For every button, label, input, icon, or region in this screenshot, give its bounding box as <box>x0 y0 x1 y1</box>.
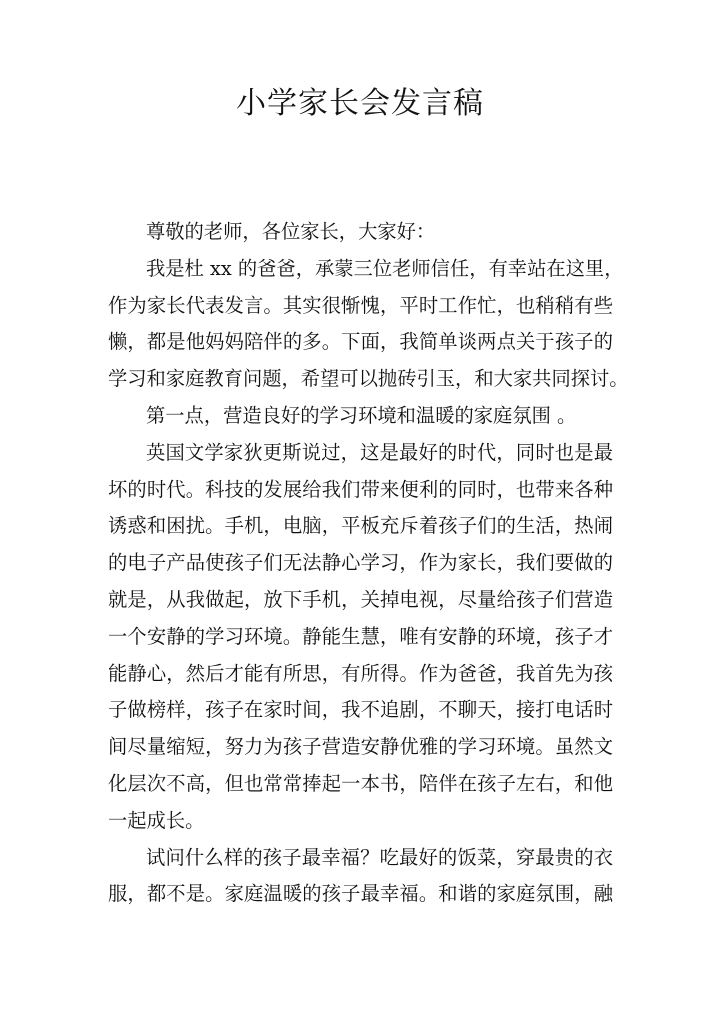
text-line: 一起成长。 <box>108 808 205 832</box>
document-title: 小学家长会发言稿 <box>236 86 484 121</box>
text-line: 子做榜样，孩子在家时间，我不追剧，不聊天，接打电话时 <box>108 698 613 722</box>
text-line: 我是杜 xx 的爸爸，承蒙三位老师信任，有幸站在这里， <box>146 256 624 280</box>
text-line: 英国文学家狄更斯说过，这是最好的时代，同时也是最 <box>146 440 613 464</box>
text-line: 第一点，营造良好的学习环境和温暖的家庭氛围 。 <box>146 403 577 427</box>
text-line: 作为家长代表发言。其实很惭愧，平时工作忙，也稍稍有些 <box>108 293 613 317</box>
paragraph <box>108 214 613 251</box>
text-line: 尊敬的老师，各位家长，大家好： <box>146 220 436 243</box>
text-line: 就是，从我做起，放下手机，关掉电视，尽量给孩子们营造 <box>108 587 613 611</box>
paragraph <box>108 398 613 435</box>
paragraph <box>108 435 613 840</box>
text-line: 试问什么样的孩子最幸福？吃最好的饭菜，穿最贵的衣 <box>146 845 613 869</box>
text-line: 服，都不是。家庭温暖的孩子最幸福。和谐的家庭氛围，融 <box>108 882 613 906</box>
text-line: 一个安静的学习环境。静能生慧，唯有安静的环境，孩子才 <box>108 624 613 648</box>
text-line: 能静心，然后才能有所思，有所得。作为爸爸，我首先为孩 <box>108 661 613 685</box>
text-line: 懒，都是他妈妈陪伴的多。下面，我简单谈两点关于孩子的 <box>108 330 613 354</box>
text-line: 间尽量缩短，努力为孩子营造安静优雅的学习环境。虽然文 <box>108 735 613 759</box>
text-line: 化层次不高，但也常常捧起一本书，陪伴在孩子左右，和他 <box>108 771 613 795</box>
text-line: 诱惑和困扰。手机，电脑，平板充斥着孩子们的生活，热闹 <box>108 514 613 538</box>
paragraph <box>108 251 629 398</box>
text-line: 坏的时代。科技的发展给我们带来便利的同时，也带来各种 <box>108 477 613 501</box>
document-body <box>108 214 629 913</box>
text-line: 的电子产品使孩子们无法静心学习，作为家长，我们要做的 <box>108 551 613 575</box>
text-line: 学习和家庭教育问题，希望可以抛砖引玉，和大家共同探讨。 <box>108 367 629 391</box>
paragraph <box>108 840 613 914</box>
